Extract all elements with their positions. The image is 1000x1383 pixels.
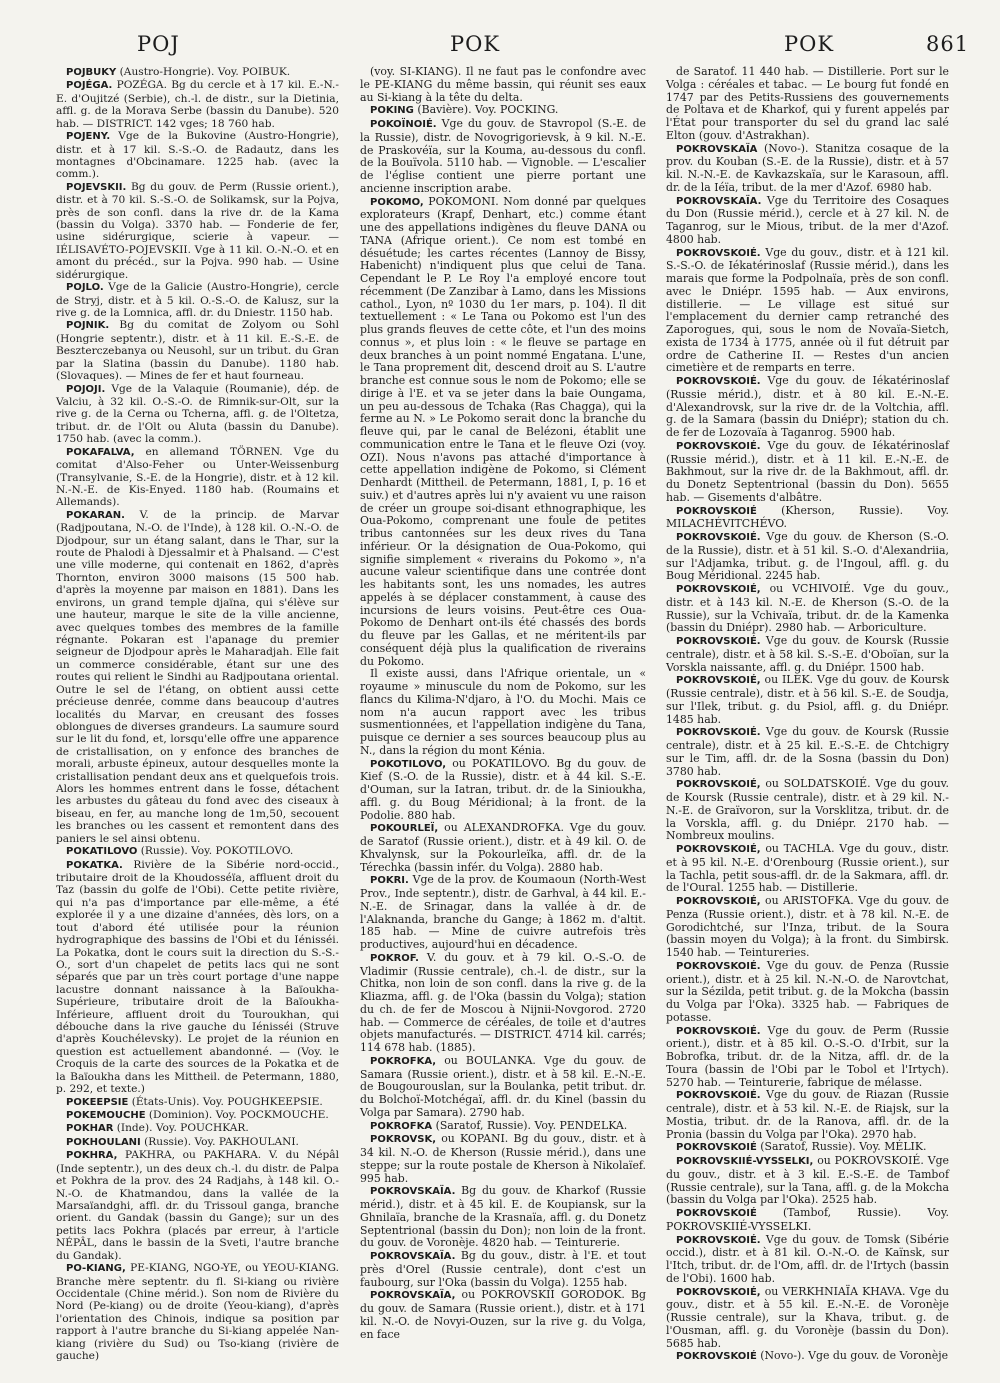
entry-headword: POJENY. <box>66 131 111 143</box>
entry-headword: POKATILOVO <box>66 846 138 858</box>
entry-headword: POKROVSKIIÉ-VYSSELKI, <box>676 1156 814 1167</box>
entry-headword: POKROVSKOIÉ, <box>676 1286 761 1298</box>
column-1 <box>56 66 339 1362</box>
entry-text: Il existe aussi, dans l'Afrique orientale, un « royaume » minuscule du nom de Pokomo, sur les flancs du Kilima-N'djaro, à l'O. du Mochi. Mais ce nom n'a aucun rapport avec les tribus susmentionnées, et l'appellation indigène du Tana, puisque ce dernier a ses sources beaucoup plus au N., dans la région du mont Kénia. <box>360 667 646 757</box>
entry-text: Vge de la Bukovine (Austro-Hongrie), distr. et à 17 kil. S.-S.-O. de Radautz, dans les montagnes d'Obcinamare. 1225 hab. (avec la comm.). <box>56 130 339 181</box>
entry-headword: POKROVSKOIÉ. <box>676 376 761 387</box>
entry-headword: POJBUKY <box>66 67 117 78</box>
entry-headword: POKROVSKAÏA <box>676 143 758 155</box>
entry-text: ou POKATILOVO. Bg du gouv. de Kief (S.-O. de la Russie), distr. et à 44 kil. S.-E. d'Ouman, sur la Iatran, tribut. dr. de la Sinioukha, affl. g. du Boug Méridional; à la front. de la Podolie. 880 hab. <box>360 756 646 822</box>
dictionary-entry <box>666 960 949 1025</box>
entry-text: Vge du gouv. de Penza (Russie orient.), distr. et à 25 kil. N.-N.-O. de Narovtchat, sur la Sézilda, petit tribut. g. de la Mokcha (bassin du Volga par l'Oka). 3325 hab. — Fabriques de potasse. <box>666 958 949 1024</box>
dictionary-entry <box>56 446 339 509</box>
entry-text: Vge du gouv. de Iékatérinoslaf (Russie mérid.), distr. et à 11 kil. E.-N.-E. de Bakhmout, sur la rive dr. de la Bakhmout, affl. dr. du Donetz Septentrional (bassin du Don). 5655 hab. — Gisements d'albâtre. <box>666 438 949 504</box>
entry-text: ou BOULANKA. Vge du gouv. de Samara (Russie orient.), distr. et à 58 kil. E.-N.-E. de Bougourouslan, sur la Boulanka, petit tribut. dr. du Bolchoï-Motchégaï, affl. dr. du Kinel (bassin du Volga par Samara). 2790 hab. <box>360 1053 646 1119</box>
dictionary-entry <box>666 143 949 195</box>
entry-text: (Bavière). Voy. POCKING. <box>413 103 559 117</box>
entry-text: de Saratof. 11 440 hab. — Distillerie. Port sur le Volga : céréales et tabac. — Le bourg fut fondé en 1747 par des Petits-Russiens des gouvernements de Poltava et de Kharkof, qui y furent appelés par l'État pour transporter du sel du grand lac salé Elton (gouv. d'Astrakhan). <box>666 65 949 142</box>
entry-text: Vge de la Galicie (Austro-Hongrie), cercle de Stryj, distr. et à 5 kil. O.-S.-O. de Kalusz, sur la rive g. de la Lomnica, affl. dr. du Dniestr. 1150 hab. <box>56 281 339 320</box>
dictionary-entry <box>666 1207 949 1234</box>
entry-text: Bg du gouv. de Kharkof (Russie mérid.), distr. et à 45 kil. E. de Koupiansk, sur la Ghnilaïa, branche de la Krasnaïa, affl. g. du Donetz Septentrional (bassin du Don); non loin de la front. du gouv. de Voronèje. 4820 hab. — Teinturerie. <box>360 1184 646 1250</box>
dictionary-entry <box>56 79 339 130</box>
entry-text: (Dominion). Voy. POCKMOUCHE. <box>145 1109 329 1122</box>
entry-headword: POKHRA, <box>66 1150 118 1162</box>
entry-text: Bg du gouv. de Perm (Russie orient.), distr. et à 70 kil. S.-S.-O. de Solikamsk, sur la Pojva, près de son confl. dans la rive dr. de la Kama (bassin du Volga). 3370 hab. — Fonderie de fer, usine sidérurgique, scierie à vapeur. — IÉLISAVÉTO-POJEVSKII. Vge à 11 kil. O.-N.-O. et en amont du précéd., sur la Pojva. 990 hab. — Usine sidérurgique. <box>56 180 339 281</box>
entry-headword: POKROVSKOIÉ. <box>676 1025 761 1037</box>
entry-text: (Novo-). Vge du gouv. de Voronèje <box>756 1349 949 1363</box>
entry-text: POZÉGA. Bg du cercle et à 17 kil. E.-N.-E. d'Oujitzé (Serbie), ch.-l. de distr., sur la Dietinia, affl. g. de la Morava Serbe (bassin du Danube). 520 hab. — DISTRICT. 142 vges; 18 760 hab. <box>56 79 339 130</box>
dictionary-entry <box>56 130 339 181</box>
entry-text: V. de la princip. de Marvar (Radjpoutana, N.-O. de l'Inde), à 128 kil. O.-N.-O. de Djodpour, sur un étang salant, dans le Thar, sur la route de Phalodi à Djessalmir et à Phalsand. — C'est une ville moderne, qui contenait en 1862, d'après Thornton, environ 3000 maisons (15 500 hab. d'après la moyenne par maison en 1881). Dans les environs, un grand temple djaïna, qui s'élève sur une hauteur, marque le site de la ville ancienne, avec quelques tombes des membres de la famille régnante. Pokaran est l'apanage du premier seigneur de Djodpour après le Maharadjah. Elle fait un commerce considérable, étant sur une des routes qui relient le Sindhi au Radjpoutana oriental. Outre le sel de l'étang, on obtient aussi cette précieuse denrée, comme dans beaucoup d'autres localités du Marvar, en creusant des fosses oblongues de diverses grandeurs. La saumure sourd sur le lit du fond, et, lorsqu'elle offre une apparence de cristallisation, on y enfonce des branches de morali, arbuste épineux, autour desquelles monte la cristallisation pendant deux ans et quelquefois trois. Alors les hommes entrent dans le fosse, détachent les arbustes du gâteau du fond avec des ciseaux à biseau, en fer, au manche long de 1m,50, secouent les branches ou les cassent et remontent dans des paniers le sel ainsi obtenu. <box>56 508 339 845</box>
entry-text: Vge du gouv. de Tomsk (Sibérie occid.), distr. et à 81 kil. O.-N.-O. de Kaïnsk, sur l'Itch, tribut. dr. de l'Om, affl. dr. de l'Irtych (bassin de l'Obi). 1600 hab. <box>666 1232 949 1285</box>
dictionary-entry <box>666 1141 949 1155</box>
entry-text: Vge du gouv. de Stavropol (S.-E. de la Russie), distr. de Novogrigorievsk, à 9 kil. N.-E. de Praskovéïa, sur la Kouma, au-dessous du confl. de la Bouïvola. 5110 hab. — Vignoble. — L'escalier de l'église contient une pierre portant une ancienne inscription arabe. <box>360 117 646 195</box>
dictionary-entry <box>360 1185 646 1250</box>
entry-headword: POKROF. <box>370 952 419 964</box>
entry-headword: POKROVSKAÏA, <box>370 1290 456 1302</box>
dictionary-entry <box>666 778 949 843</box>
entry-text: (voy. SI-KIANG). Il ne faut pas le confondre avec le PE-KIANG du même bassin, qui réunit ses eaux au Si-kiang à la tête du delta. <box>360 65 646 104</box>
entry-text: Vge du gouv., distr. et à 121 kil. S.-S.-O. de Iékatérinoslaf (Russie mérid.), dans les marais que forme la Podpolnaïa, près de son confl. avec le Dniépr. 1595 hab. — Aux environs, distillerie. — Le village est situé sur l'emplacement du dernier camp retranché des Zaporogues, qui, sous le nom de Novaïa-Sietch, exista de 1734 à 1775, année où il fut détruit par ordre de Catherine II. — Restes d'un ancien cimetière et de remparts en terre. <box>666 245 949 375</box>
entry-text: ou POKROVSKOIÉ. Vge du gouv., distr. et à 3 kil. E.-S.-E. de Tambof (Russie centrale), sur la Tana, affl. g. de la Mokcha (bassin du Volga par l'Oka). 2525 hab. <box>666 1154 949 1207</box>
entry-text: (Russie). Voy. PAKHOULANI. <box>140 1135 299 1148</box>
entry-headword: POKROVSKOIÉ. <box>676 727 761 739</box>
dictionary-entry <box>56 319 339 382</box>
entry-headword: POKOÏNOIÉ. <box>370 119 437 130</box>
header-left: POJ <box>137 32 180 56</box>
entry-headword: POKRI. <box>370 875 409 887</box>
dictionary-entry <box>360 874 646 952</box>
entry-headword: POKEMOUCHE <box>66 1110 146 1122</box>
entry-text: Bg du comitat de Zolyom ou Sohl (Hongrie septentr.), distr. et à 11 kil. E.-S.-E. de Beszterczebanya ou Neusohl, sur un tribut. du Gran par la Slatina (bassin du Danube). 1180 hab. (Slovaques). — Mines de fer et haut fourneau. <box>56 319 339 383</box>
entry-headword: POKROVSKOIÉ. <box>676 247 761 259</box>
entry-text: (Russie). Voy. POKOTILOVO. <box>137 845 294 858</box>
dictionary-entry <box>56 1136 339 1149</box>
dictionary-entry <box>666 1025 949 1090</box>
dictionary-entry <box>666 1155 949 1207</box>
dictionary-entry <box>360 196 646 669</box>
header-center: POK <box>450 32 501 56</box>
entry-headword: POKROVSKOIÉ. <box>676 636 761 647</box>
column-2 <box>360 66 646 1341</box>
dictionary-entry <box>666 1286 949 1351</box>
entry-headword: POKOMO, <box>370 196 424 208</box>
entry-text: (États-Unis). Voy. POUGHKEEPSIE. <box>128 1095 323 1108</box>
entry-headword: POKROVSKOIÉ <box>676 505 757 517</box>
entry-text: ou VERKHNIAÏA KHAVA. Vge du gouv., distr. et à 55 kil. E.-N.-E. de Voronèje (Russie centrale), sur la Khava, tribut. g. de l'Ousman, affl. g. du Voronèje (bassin du Don). 5685 hab. <box>666 1284 949 1350</box>
dictionary-entry <box>360 66 646 104</box>
entry-text: (Inde). Voy. POUCHKAR. <box>113 1122 249 1135</box>
dictionary-entry <box>360 1055 646 1120</box>
column-3 <box>666 66 949 1364</box>
entry-text: ou SOLDATSKOIÉ. Vge du gouv. de Koursk (Russie centrale), distr. et à 29 kil. N.-N.-E. de Graïvoron, sur la Vorsklitza, tribut. dr. de la Vorskla, affl. g. du Dniépr. 2170 hab. — Nombreux moulins. <box>666 777 949 843</box>
entry-text: en allemand TÖRNEN. Vge du comitat d'Also-Feher ou Unter-Weissenburg (Transylvanie, S.-E. de la Hongrie), distr. et à 12 kil. N.-N.-E. de Kis-Enyed. 1180 hab. (Roumains et Allemands). <box>56 445 339 509</box>
entry-headword: POKROVSKAÏA. <box>370 1251 456 1262</box>
entry-headword: POKHAR <box>66 1123 114 1135</box>
entry-text: Rivière de la Sibérie nord-occid., tributaire droit de la Khoudosséïa, affluent droit du Taz (bassin du golfe de l'Obi). Cette petite rivière, qui n'a pas d'importance par elle-même, a été explorée il y a une dizaine d'années, dès lors, on a tout d'abord été utilisée pour la réunion hydrographique des bassins de l'Obi et du Iénisséi. La Pokatka, dont le cours suit la direction du S.-S.-O., sort d'un chapelet de petits lacs qui ne sont séparés que par un très court portage d'une nappe lacustre donnant naissance à la Baïoukha-Supérieure, tributaire droit de la Baïoukha-Inférieure, affluent droit du Touroukhan, qui débouche dans la rive gauche du Iénisséi (Struve d'après Kouchélevsky). Le projet de la réunion en question est actuellement abandonné. — (Voy. le Croquis de la carte des sources de la Pokatka et de la Baïoukha dans les Mittheil. de Petermann, 1880, p. 292, et texte.) <box>56 858 339 1096</box>
entry-headword: POKROVSKOIÉ, <box>676 844 761 855</box>
entry-text: ou POKROVSKII GORODOK. Bg du gouv. de Samara (Russie orient.), distr. et à 171 kil. N.-O. de Novyi-Ouzen, sur la rive g. du Volga, en face <box>360 1288 646 1341</box>
entry-headword: POKOURLEÏ, <box>370 823 439 835</box>
entry-headword: POKROVSK, <box>370 1134 437 1146</box>
entry-text: Vge de la Valaquie (Roumanie), dép. de Valciu, à 32 kil. O.-S.-O. de Rimnik-sur-Olt, sur la rive g. de la Cerna ou Tcherna, affl. g. de l'Oltetza, tribut. dr. de l'Olt ou Aluta (bassin du Danube). 1750 hab. (avec la comm.). <box>56 382 339 446</box>
entry-headword: POKING <box>370 105 414 117</box>
dictionary-entry <box>666 1234 949 1286</box>
entry-headword: POJNIK. <box>66 320 110 332</box>
entry-headword: POKROVSKOIÉ, <box>676 675 761 687</box>
entry-text: Vge du gouv. de Kherson (S.-O. de la Russie), distr. et à 51 kil. S.-O. d'Alexandriia, sur l'Adjamka, tribut. g. de l'Ingoul, affl. g. du Boug Méridional. 2245 hab. <box>666 530 949 583</box>
entry-headword: POKROVSKOIÉ <box>676 1351 757 1363</box>
entry-text: (Kherson, Russie). Voy. MILACHÉVITCHÉVO. <box>666 503 949 531</box>
dictionary-entry <box>56 181 339 281</box>
dictionary-entry <box>56 1149 339 1262</box>
dictionary-entry <box>56 1096 339 1109</box>
entry-text: ou ILEK. Vge du gouv. de Koursk (Russie centrale), distr. et à 56 kil. S.-E. de Soudja, sur l'Ilek, tribut. g. du Psiol, affl. g. du Dniépr. 1485 hab. <box>666 673 949 726</box>
entry-text: Vge du Territoire des Cosaques du Don (Russie mérid.), cercle et à 27 kil. N. de Taganrog, sur le Mious, tribut. de la mer d'Azof. 4800 hab. <box>666 193 949 246</box>
entry-headword: POJÉGA. <box>66 80 113 92</box>
entry-headword: POKROFKA, <box>370 1055 437 1067</box>
entry-text: Vge du gouv. de Riazan (Russie centrale), distr. et à 53 kil. N.-E. de Riajsk, sur la Mostia, tribut. dr. de la Ranova, affl. dr. de la Pronia (bassin du Volga par l'Oka). 2970 hab. <box>666 1088 949 1141</box>
dictionary-entry <box>666 635 949 674</box>
dictionary-entry <box>56 281 339 319</box>
entry-headword: POKROVSKAÏA. <box>676 195 762 207</box>
entry-text: ou KOPANI. Bg du gouv., distr. et à 34 kil. N.-O. de Kherson (Russie mérid.), dans une steppe; sur la route postale de Kherson à Nikolaïef. 995 hab. <box>360 1132 646 1185</box>
entry-headword: POKROVSKAÏA. <box>370 1186 456 1198</box>
entry-headword: POKROVSKOIÉ. <box>676 532 761 543</box>
dictionary-entry <box>56 1109 339 1122</box>
dictionary-entry <box>56 1262 339 1362</box>
entry-headword: POJEVSKII. <box>66 181 127 193</box>
entry-headword: POKROVSKOIÉ. <box>676 1234 761 1246</box>
dictionary-entry <box>666 1089 949 1141</box>
dictionary-entry <box>666 726 949 778</box>
entry-text: Bg du gouv., distr. à l'E. et tout près d'Orel (Russie centrale), dont c'est un faubourg, sur l'Oka (bassin du Volga). 1255 hab. <box>360 1249 646 1289</box>
entry-headword: POKROVSKOIÉ. <box>676 960 761 972</box>
entry-text: Vge du gouv. de Koursk (Russie centrale), distr. et à 25 kil. E.-S.-E. de Chtchigry sur le Tim, affl. dr. de la Sosna (bassin du Don) 3780 hab. <box>666 725 949 778</box>
dictionary-entry <box>56 383 339 446</box>
dictionary-entry <box>666 895 949 960</box>
dictionary-entry <box>666 247 949 376</box>
entry-text: PE-KIANG, NGO-YE, ou YEOU-KIANG. Branche mère septentr. du fl. Si-kiang ou rivière Occidentale (Chine mérid.). Son nom de Rivière du Nord (Pe-kiang) ou de droite (Yeou-kiang), d'après l'orientation des Chinois, indique sa position par rapport à l'autre branche du Si-kiang appelée Nan-kiang (rivière du Sud) ou Tso-kiang (rivière de gauche) <box>56 1262 339 1363</box>
dictionary-entry <box>360 104 646 118</box>
page-number: 861 <box>926 32 970 56</box>
entry-text: POKOMONI. Nom donné par quelques explorateurs (Krapf, Denhart, etc.) comme étant une des appellations indigènes du fleuve DANA ou TANA (Afrique orient.). Ce nom est tombé en désuétude; les cartes récentes (Lannoy de Bissy, Habenicht) n'indiquent plus que celui de Tana. Cependant le P. Le Roy l'a employé encore tout récemment (De Zanzibar à Lamo, dans les Missions cathol., Lyon, nº 1030 du 1er mars, p. 104). Il dit textuellement : « Le Tana ou Pokomo est l'un des plus grands fleuves de cette côte, et l'un des moins connus », et plus loin : « le fleuve se partage en deux branches à un point nommé Engatana. L'une, le Tana proprement dit, descend droit au S. L'autre branche est connue sous le nom de Pokomo; elle se dirige à l'E. et va se jeter dans la baie Oungama, un peu au-dessous de Tchaka (Ras Chagga), qui la ferme au N. » Le Pokomo serait donc la branche du fleuve qui, par le canal de Belézoni, établit une communication entre le Tana et le fleuve Ozi (voy. OZI). Nous n'avons pas attaché d'importance à cette appellation indigène de Pokomo, si Clément Denhardt (Mittheil. de Petermann, 1881, I, p. 16 et suiv.) et d'autres après lui n'y avaient vu une raison de créer un groupe soi-disant ethnographique, les Oua-Pokomo, comprenant une foule de petites tribus cantonnées sur les deux rives du Tana inférieur. Or la désignation de Oua-Pokomo, qui signifie simplement « riverains du Pokomo », n'a aucune valeur scientifique dans une contrée dont les habitants sont, les uns nomades, les autres appelés à se déplacer constamment, à cause des incursions de leurs voisins. Peut-être ces Oua-Pokomo de Denhart ont-ils été chassés des bords du fleuve par les Gallas, et ne méritent-ils par conséquent déjà plus la qualification de riverains du Pokomo. <box>360 194 646 668</box>
entry-headword: POKROFKA <box>370 1120 433 1132</box>
dictionary-entry <box>666 843 949 895</box>
entry-headword: POKROVSKOIÉ <box>676 1208 757 1219</box>
dictionary-entry <box>666 440 949 505</box>
dictionary-entry <box>666 583 949 635</box>
dictionary-entry <box>360 1133 646 1185</box>
entry-text: (Novo-). Stanitza cosaque de la prov. du Kouban (S.-E. de la Russie), distr. et à 57 kil. N.-N.-E. de Kavkazskaïa, sur le Karasoun, affl. dr. de la Iéïa, tribut. de la mer d'Azof. 6980 hab. <box>666 141 949 194</box>
entry-text: ou ALEXANDROFKA. Vge du gouv. de Saratof (Russie orient.), distr. et à 49 kil. O. de Khvalynsk, sur la Pokourleïka, affl. dr. de la Térechka (bassin infér. du Volga). 2880 hab. <box>360 821 646 874</box>
entry-headword: POKARAN. <box>66 509 125 521</box>
entry-text: ou ARISTOFKA. Vge du gouv. de Penza (Russie orient.), distr. et à 78 kil. N.-E. de Gorodichtché, sur l'Inza, tribut. de la Soura (bassin moyen du Volga); à la front. du Simbirsk. 1540 hab. — Teintureries. <box>666 894 949 959</box>
entry-text: PAKHRA, ou PAKHARA. V. du Népâl (Inde septentr.), un des deux ch.-l. du distr. de Palpa et Pokhra de la prov. des 24 Radjahs, à 148 kil. O.-N.-O. de Khatmandou, dans la vallée de la Marsaïandghi, affl. dr. du Trissoul ganga, branche orient. du Gandak (bassin du Gange); sur un des petits lacs Pokhra (placés par erreur, à l'article NÉPÂL, dans le bassin de la Sveti, l'autre branche du Gandak). <box>56 1149 339 1262</box>
entry-text: Vge de la prov. de Koumaoun (North-West Prov., Inde septentr.), distr. de Garhval, à 44 kil. E.-N.-E. de Srinagar, dans la vallée à dr. de l'Alaknanda, branche du Gange; à 1862 m. d'altit. 185 hab. — Mine de cuivre autrefois très productives, aujourd'hui en décadence. <box>360 873 646 951</box>
entry-text: ou TACHLA. Vge du gouv., distr. et à 95 kil. N.-E. d'Orenbourg (Russie orient.), sur la Tachla, petit sous-affl. dr. de la Sakmara, affl. dr. de l'Oural. 1255 hab. — Distillerie. <box>666 842 949 895</box>
dictionary-entry <box>666 674 949 726</box>
entry-text: Vge du gouv. de Perm (Russie orient.), distr. et à 85 kil. O.-S.-O. d'Irbit, sur la Bobrofka, tribut. dr. de la Nitza, affl. dr. de la Toura (bassin de l'Obi par le Tobol et l'Irtych). 5270 hab. — Teinturerie, fabrique de mélasse. <box>666 1023 949 1089</box>
entry-text: V. du gouv. et à 79 kil. O.-S.-O. de Vladimir (Russie centrale), ch.-l. de distr., sur la Chitka, non loin de son confl. dans la rive g. de la Kliazma, affl. g. de l'Oka (bassin du Volga); station du ch. de fer de Moscou à Nijnii-Novgorod. 2720 hab. — Commerce de céréales, de toile et d'autres objets manufacturés. — DISTRICT. 4714 kil. carrés; 114 678 hab. (1885). <box>360 950 646 1054</box>
entry-headword: POKROVSKOIÉ <box>676 1142 757 1154</box>
dictionary-entry <box>666 1350 949 1364</box>
dictionary-entry <box>360 118 646 196</box>
entry-headword: POKROVSKOIÉ, <box>676 584 761 595</box>
dictionary-entry <box>360 1289 646 1341</box>
dictionary-entry <box>56 1122 339 1135</box>
dictionary-entry <box>360 822 646 874</box>
entry-headword: POKAFALVA, <box>66 446 135 458</box>
entry-headword: POKATKA. <box>66 859 123 871</box>
dictionary-entry <box>666 375 949 440</box>
dictionary-entry <box>360 1120 646 1134</box>
dictionary-entry <box>666 531 949 583</box>
entry-headword: POKROVSKOIÉ, <box>676 779 761 791</box>
dictionary-entry <box>56 845 339 858</box>
entry-headword: POKEEPSIE <box>66 1096 129 1108</box>
header-right: POK <box>784 32 835 56</box>
entry-headword: POKOTILOVO, <box>370 758 447 770</box>
entry-text: Vge du gouv. de Koursk (Russie centrale), distr. et à 58 kil. S.-S.-E. d'Oboïan, sur la Vorskla naissante, affl. g. du Dniépr. 1500 hab. <box>666 634 949 674</box>
entry-headword: POKHOULANI <box>66 1136 141 1148</box>
entry-text: (Tambof, Russie). Voy. POKROVSKIIÉ-VYSSELKI. <box>666 1206 949 1233</box>
dictionary-entry <box>666 66 949 143</box>
dictionary-entry <box>56 509 339 845</box>
entry-headword: POKROVSKOIÉ, <box>676 896 761 907</box>
entry-text: (Austro-Hongrie). Voy. POIBUK. <box>116 66 291 78</box>
entry-text: (Saratof, Russie). Voy. PENDELKA. <box>432 1118 628 1132</box>
dictionary-entry <box>360 1250 646 1289</box>
entry-text: (Saratof, Russie). Voy. MÉLIK. <box>756 1140 927 1154</box>
entry-headword: PO-KIANG, <box>66 1263 126 1275</box>
dictionary-entry <box>360 952 646 1055</box>
entry-headword: POKROVSKOIÉ. <box>676 440 761 452</box>
entry-headword: POJOJI. <box>66 383 106 395</box>
entry-text: Vge du gouv. de Iékatérinoslaf (Russie mérid.), distr. et à 80 kil. E.-N.-E. d'Alexandrovsk, sur la rive dr. de la Voltchia, affl. g. de la Samara (bassin du Dniépr); station du ch. de fer de Lozovaïa à Taganrog. 5900 hab. <box>666 374 949 439</box>
dictionary-entry <box>666 505 949 532</box>
dictionary-entry <box>666 195 949 247</box>
entry-headword: POKROVSKOIÉ. <box>676 1090 761 1102</box>
dictionary-entry <box>56 859 339 1096</box>
dictionary-entry <box>360 668 646 757</box>
dictionary-entry <box>360 758 646 823</box>
entry-headword: POJLO. <box>66 282 104 294</box>
dictionary-entry <box>56 66 339 79</box>
entry-text: ou VCHIVOIÉ. Vge du gouv., distr. et à 143 kil. N.-E. de Kherson (S.-O. de la Russie), sur la Vchivaïa, tribut. dr. de la Kamenka (bassin du Dniépr). 2980 hab. — Arboriculture. <box>666 582 949 635</box>
